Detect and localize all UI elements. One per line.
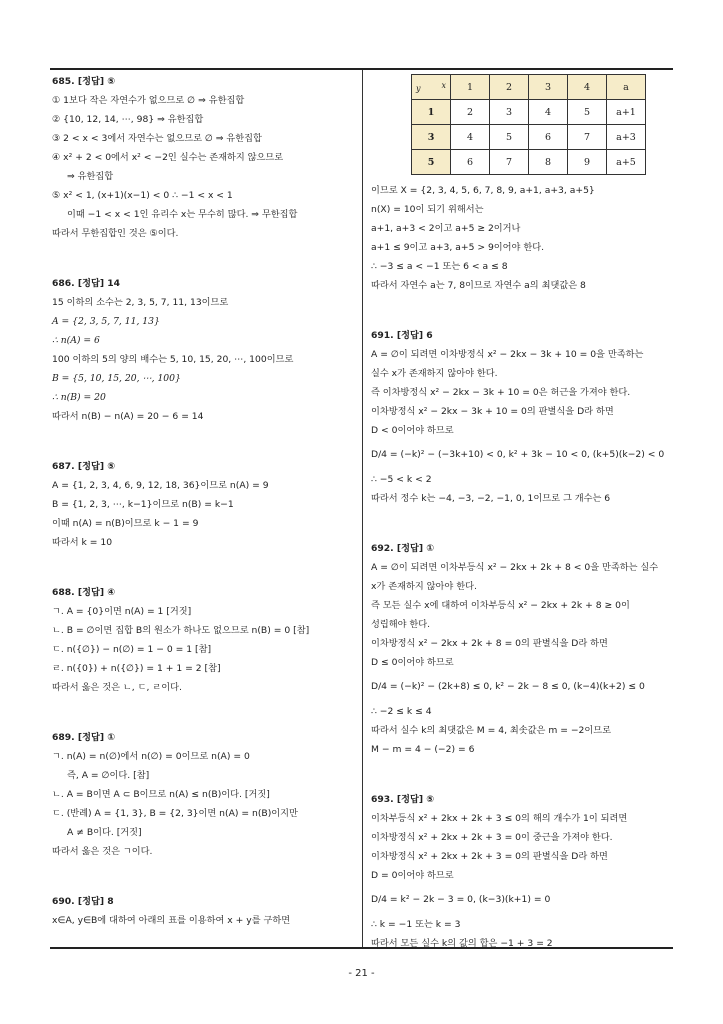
corner-y-label: y <box>416 84 421 93</box>
solution-line: A = ∅이 되려면 이차방정식 x² − 2kx − 3k + 10 = 0을 만족하는 <box>371 349 644 360</box>
solution-line: B = {5, 10, 15, 20, ⋯, 100} <box>52 373 181 384</box>
section-gap <box>371 295 673 326</box>
solution-line: 성립해야 한다. <box>371 619 431 630</box>
table-row-header: 1 <box>412 100 451 125</box>
solution-line: ㄴ. A = B이면 A ⊂ B이므로 n(A) ≤ n(B)이다. [거짓] <box>52 789 270 800</box>
solution-line: 이차방정식 x² − 2kx + 2k + 8 = 0의 판별식을 D라 하면 <box>371 638 608 649</box>
solution-line: 이때 n(A) = n(B)이므로 k − 1 = 9 <box>52 518 199 529</box>
solution-line: x가 존재하지 않아야 한다. <box>371 581 477 592</box>
solution-line: 15 이하의 소수는 2, 3, 5, 7, 11, 13이므로 <box>52 297 229 308</box>
solution-line: 이차방정식 x² + 2kx + 2k + 3 = 0이 중근을 가져야 한다. <box>371 832 613 843</box>
table-header-cell: a <box>607 75 646 100</box>
table-cell: 2 <box>451 100 490 125</box>
table-header-cell: 2 <box>490 75 529 100</box>
section-gap <box>52 697 354 728</box>
solution-line: M − m = 4 − (−2) = 6 <box>371 744 475 755</box>
table-row-header: 5 <box>412 150 451 175</box>
solution-line: ㄷ. (반례) A = {1, 3}, B = {2, 3}이면 n(A) = n(B)이지만 <box>52 808 298 819</box>
table-cell: 9 <box>568 150 607 175</box>
solution-line: ∴ k = −1 또는 k = 3 <box>371 919 461 930</box>
solution-line: n(X) = 10이 되기 위해서는 <box>371 204 484 215</box>
solution-line: ④ x² + 2 < 0에서 x² < −2인 실수는 존재하지 않으므로 <box>52 152 284 163</box>
table-cell: 4 <box>451 125 490 150</box>
answer-heading: 689. [정답] ① <box>52 732 115 743</box>
solution-line: D/4 = (−k)² − (2k+8) ≤ 0, k² − 2k − 8 ≤ 0, (k−4)(k+2) ≤ 0 <box>371 681 645 692</box>
solution-line: ② {10, 12, 14, ⋯, 98} ⇒ 유한집합 <box>52 114 204 125</box>
solution-line: ㄹ. n({0}) + n({∅}) = 1 + 1 = 2 [참] <box>52 663 221 674</box>
section-gap <box>52 861 354 892</box>
right-column-text <box>371 181 673 953</box>
solution-line: 즉, A = ∅이다. [참] <box>67 770 150 781</box>
section-gap <box>371 508 673 539</box>
solution-line: 따라서 정수 k는 −4, −3, −2, −1, 0, 1이므로 그 개수는 6 <box>371 493 611 504</box>
section-gap <box>52 243 354 274</box>
table-cell: 7 <box>568 125 607 150</box>
table-cell: 4 <box>529 100 568 125</box>
solution-line: ∴ −2 ≤ k ≤ 4 <box>371 706 432 717</box>
solution-line: 따라서 옳은 것은 ㄱ이다. <box>52 846 153 857</box>
solution-line: ⑤ x² < 1, (x+1)(x−1) < 0 ∴ −1 < x < 1 <box>52 190 233 201</box>
right-column <box>371 72 673 953</box>
left-column <box>52 72 354 930</box>
solution-line: 이므로 X = {2, 3, 4, 5, 6, 7, 8, 9, a+1, a+3, a+5} <box>371 185 595 196</box>
solution-line: a+1, a+3 < 2이고 a+5 ≥ 2이거나 <box>371 223 521 234</box>
solution-line: D < 0이어야 하므로 <box>371 425 454 436</box>
table-cell: a+3 <box>607 125 646 150</box>
solution-line: x∈A, y∈B에 대하여 아래의 표를 이용하여 x + y를 구하면 <box>52 915 291 926</box>
solution-line: ㄱ. n(A) = n(∅)에서 n(∅) = 0이므로 n(A) = 0 <box>52 751 250 762</box>
solution-line: ㄴ. B = ∅이면 집합 B의 원소가 하나도 없으므로 n(B) = 0 [참] <box>52 625 310 636</box>
table-cell: 5 <box>568 100 607 125</box>
solution-line: 따라서 실수 k의 최댓값은 M = 4, 최솟값은 m = −2이므로 <box>371 725 611 736</box>
solution-line: 따라서 k = 10 <box>52 537 113 548</box>
table-header-cell: 3 <box>529 75 568 100</box>
sum-table <box>411 74 646 175</box>
table-row-header: 3 <box>412 125 451 150</box>
section-gap <box>371 759 673 790</box>
solution-line: 이차부등식 x² + 2kx + 2k + 3 ≤ 0의 해의 개수가 1이 되려면 <box>371 813 628 824</box>
solution-line: ① 1보다 작은 자연수가 없으므로 ∅ ⇒ 유한집합 <box>52 95 245 106</box>
table-cell: 3 <box>490 100 529 125</box>
solution-line: 따라서 n(B) − n(A) = 20 − 6 = 14 <box>52 411 204 422</box>
answer-heading: 687. [정답] ⑤ <box>52 461 115 472</box>
solution-line: 따라서 옳은 것은 ㄴ, ㄷ, ㄹ이다. <box>52 682 182 693</box>
solution-line: 즉 이차방정식 x² − 2kx − 3k + 10 = 0은 허근을 가져야 한다. <box>371 387 631 398</box>
solution-line: 이차방정식 x² − 2kx − 3k + 10 = 0의 판별식을 D라 하면 <box>371 406 614 417</box>
solution-line: 100 이하의 5의 양의 배수는 5, 10, 15, 20, ⋯, 100이므로 <box>52 354 294 365</box>
answer-heading: 692. [정답] ① <box>371 543 434 554</box>
solution-line: D ≤ 0이어야 하므로 <box>371 657 454 668</box>
solution-line: B = {1, 2, 3, ⋯, k−1}이므로 n(B) = k−1 <box>52 499 234 510</box>
table-header-row <box>412 75 646 100</box>
table-corner-cell <box>412 75 451 100</box>
solution-line: 따라서 모든 실수 k의 값의 합은 −1 + 3 = 2 <box>371 938 553 949</box>
solution-line: 이차방정식 x² + 2kx + 2k + 3 = 0의 판별식을 D라 하면 <box>371 851 608 862</box>
answer-heading: 686. [정답] 14 <box>52 278 120 289</box>
solution-line: ∴ −3 ≤ a < −1 또는 6 < a ≤ 8 <box>371 261 508 272</box>
page-number: - 21 - <box>348 968 375 979</box>
solution-line: D/4 = k² − 2k − 3 = 0, (k−3)(k+1) = 0 <box>371 894 551 905</box>
column-divider <box>362 70 363 947</box>
section-gap <box>52 552 354 583</box>
solution-line: ㄱ. A = {0}이면 n(A) = 1 [거짓] <box>52 606 192 617</box>
table-row <box>412 150 646 175</box>
table-cell: 8 <box>529 150 568 175</box>
table-cell: 7 <box>490 150 529 175</box>
table-cell: a+1 <box>607 100 646 125</box>
solution-line: ⇒ 유한집합 <box>67 171 114 182</box>
solution-line: 이때 −1 < x < 1인 유리수 x는 무수히 많다. ⇒ 무한집합 <box>67 209 298 220</box>
table-cell: 6 <box>451 150 490 175</box>
solution-line: 따라서 무한집합인 것은 ⑤이다. <box>52 228 179 239</box>
solution-line: ∴ n(A) = 6 <box>52 335 100 346</box>
answer-heading: 690. [정답] 8 <box>52 896 114 907</box>
answer-heading: 685. [정답] ⑤ <box>52 76 115 87</box>
table-header-cell: 1 <box>451 75 490 100</box>
table-cell: 5 <box>490 125 529 150</box>
table-row <box>412 125 646 150</box>
table-row <box>412 100 646 125</box>
table-cell: a+5 <box>607 150 646 175</box>
solution-line: 따라서 자연수 a는 7, 8이므로 자연수 a의 최댓값은 8 <box>371 280 586 291</box>
answer-heading: 693. [정답] ⑤ <box>371 794 434 805</box>
solution-line: ㄷ. n({∅}) − n(∅) = 1 − 0 = 1 [참] <box>52 644 212 655</box>
section-gap <box>52 426 354 457</box>
solution-line: A = {2, 3, 5, 7, 11, 13} <box>52 316 160 327</box>
solution-line: ∴ n(B) = 20 <box>52 392 106 403</box>
solution-line: 즉 모든 실수 x에 대하여 이차부등식 x² − 2kx + 2k + 8 ≥ 0이 <box>371 600 630 611</box>
solution-line: D/4 = (−k)² − (−3k+10) < 0, k² + 3k − 10 < 0, (k+5)(k−2) < 0 <box>371 449 665 460</box>
solution-line: A = ∅이 되려면 이차부등식 x² − 2kx + 2k + 8 < 0을 만족하는 실수 <box>371 562 659 573</box>
solution-line: 실수 x가 존재하지 않아야 한다. <box>371 368 498 379</box>
table-header-cell: 4 <box>568 75 607 100</box>
corner-x-label: x <box>441 81 446 90</box>
solution-line: A = {1, 2, 3, 4, 6, 9, 12, 18, 36}이므로 n(A) = 9 <box>52 480 269 491</box>
solution-line: ∴ −5 < k < 2 <box>371 474 432 485</box>
solution-line: A ≠ B이다. [거짓] <box>67 827 142 838</box>
answer-heading: 688. [정답] ④ <box>52 587 115 598</box>
solution-line: D = 0이어야 하므로 <box>371 870 454 881</box>
answer-heading: 691. [정답] 6 <box>371 330 433 341</box>
solution-line: a+1 ≤ 9이고 a+3, a+5 > 9이어야 한다. <box>371 242 545 253</box>
table-cell: 6 <box>529 125 568 150</box>
solution-line: ③ 2 < x < 3에서 자연수는 없으므로 ∅ ⇒ 유한집합 <box>52 133 262 144</box>
